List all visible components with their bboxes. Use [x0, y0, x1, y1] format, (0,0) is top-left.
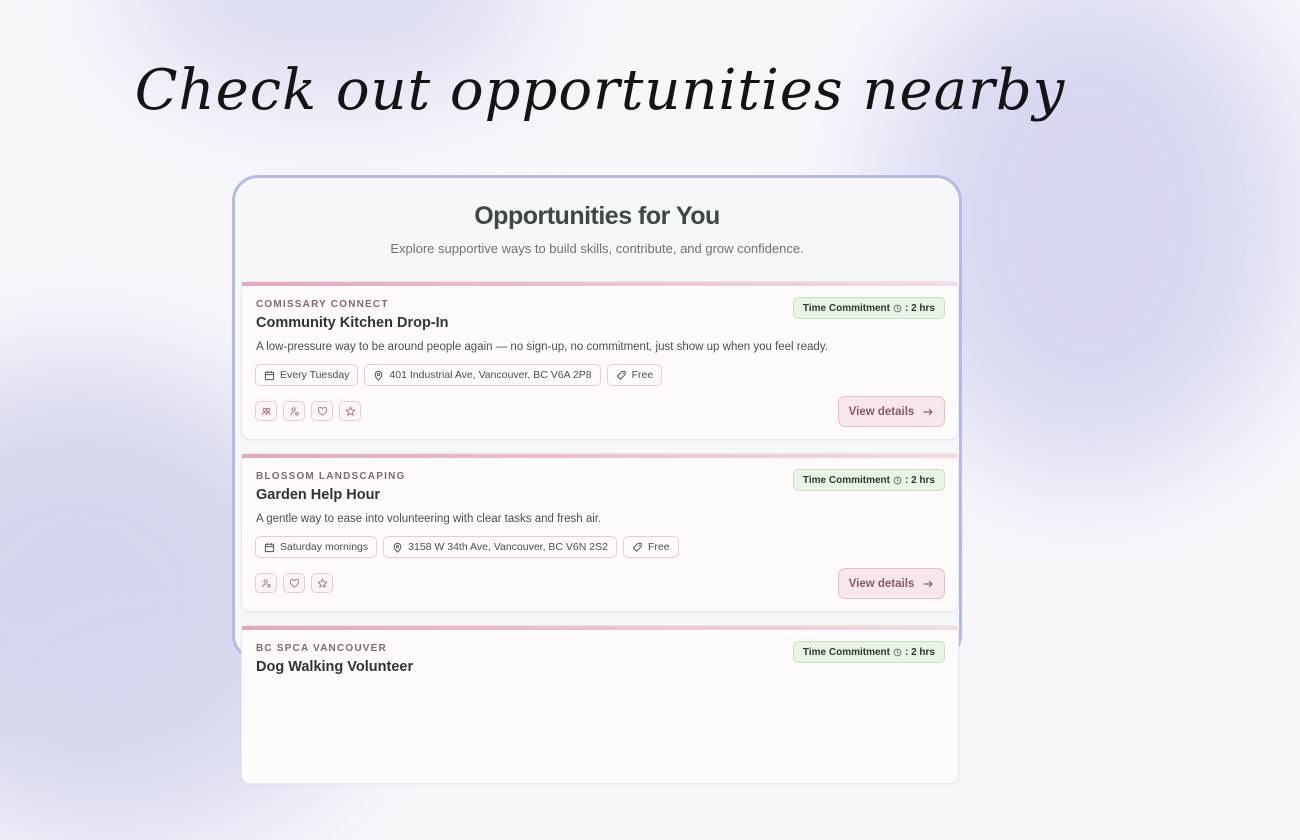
cost-text: Free [647, 541, 670, 553]
opportunity-title: Community Kitchen Drop-In [256, 315, 449, 331]
view-details-button[interactable] [838, 568, 945, 599]
org-name: BLOSSOM LANDSCAPING [256, 471, 406, 482]
group-icon[interactable] [255, 401, 277, 421]
card-action-icons [255, 401, 361, 421]
card-accent-bar [242, 454, 958, 458]
heart-icon[interactable] [283, 573, 305, 593]
opportunity-title: Dog Walking Volunteer [256, 659, 414, 675]
time-value: : 2 hrs [904, 302, 935, 314]
org-name: BC SPCA VANCOUVER [256, 643, 387, 654]
panel-subtitle: Explore supportive ways to build skills, contribute, and grow confidence. [390, 241, 804, 256]
time-value: : 2 hrs [904, 646, 935, 658]
clock-icon [893, 476, 902, 485]
opportunity-card[interactable] [241, 281, 959, 440]
time-commitment-badge [793, 641, 945, 663]
calendar-icon [264, 542, 275, 553]
opportunities-panel [232, 175, 962, 675]
cost-tag [607, 364, 663, 386]
person-settings-icon[interactable] [255, 573, 277, 593]
view-details-label: View details [848, 577, 915, 590]
location-tag [383, 536, 617, 558]
clock-icon [893, 648, 902, 657]
opportunity-card[interactable] [241, 453, 959, 612]
time-value: : 2 hrs [904, 474, 935, 486]
tag-icon [616, 370, 627, 381]
card-accent-bar [242, 626, 958, 630]
clock-icon [893, 304, 902, 313]
star-icon[interactable] [311, 573, 333, 593]
arrow-right-icon [922, 406, 934, 418]
time-commitment-badge [793, 469, 945, 491]
person-settings-icon[interactable] [283, 401, 305, 421]
opportunity-description: A low-pressure way to be around people again — no sign-up, no commitment, just show up when you feel ready. [256, 341, 828, 353]
tag-icon [632, 542, 643, 553]
opportunity-card[interactable] [241, 625, 959, 784]
schedule-text: Saturday mornings [280, 541, 369, 553]
calendar-icon [264, 370, 275, 381]
cost-text: Free [631, 369, 654, 381]
schedule-text: Every Tuesday [280, 369, 350, 381]
map-pin-icon [392, 542, 403, 553]
tag-list [255, 536, 679, 558]
opportunity-description: A gentle way to ease into volunteering with clear tasks and fresh air. [256, 513, 602, 525]
location-text: 401 Industrial Ave, Vancouver, BC V6A 2P8 [389, 369, 592, 381]
heart-icon[interactable] [311, 401, 333, 421]
arrow-right-icon [922, 578, 934, 590]
card-action-icons [255, 573, 333, 593]
panel-title: Opportunities for You [474, 202, 720, 230]
star-icon[interactable] [339, 401, 361, 421]
time-label: Time Commitment [802, 474, 890, 486]
map-pin-icon [373, 370, 384, 381]
opportunity-title: Garden Help Hour [256, 487, 381, 503]
time-label: Time Commitment [802, 646, 890, 658]
tag-list [255, 364, 662, 386]
time-commitment-badge [793, 297, 945, 319]
headline: Check out opportunities nearby [134, 58, 1066, 123]
time-label: Time Commitment [802, 302, 890, 314]
card-accent-bar [242, 282, 958, 286]
location-text: 3158 W 34th Ave, Vancouver, BC V6N 2S2 [408, 541, 608, 553]
org-name: COMISSARY CONNECT [256, 299, 389, 310]
schedule-tag [255, 364, 358, 386]
view-details-label: View details [848, 405, 915, 418]
cost-tag [623, 536, 679, 558]
view-details-button[interactable] [838, 396, 945, 427]
location-tag [364, 364, 600, 386]
schedule-tag [255, 536, 377, 558]
